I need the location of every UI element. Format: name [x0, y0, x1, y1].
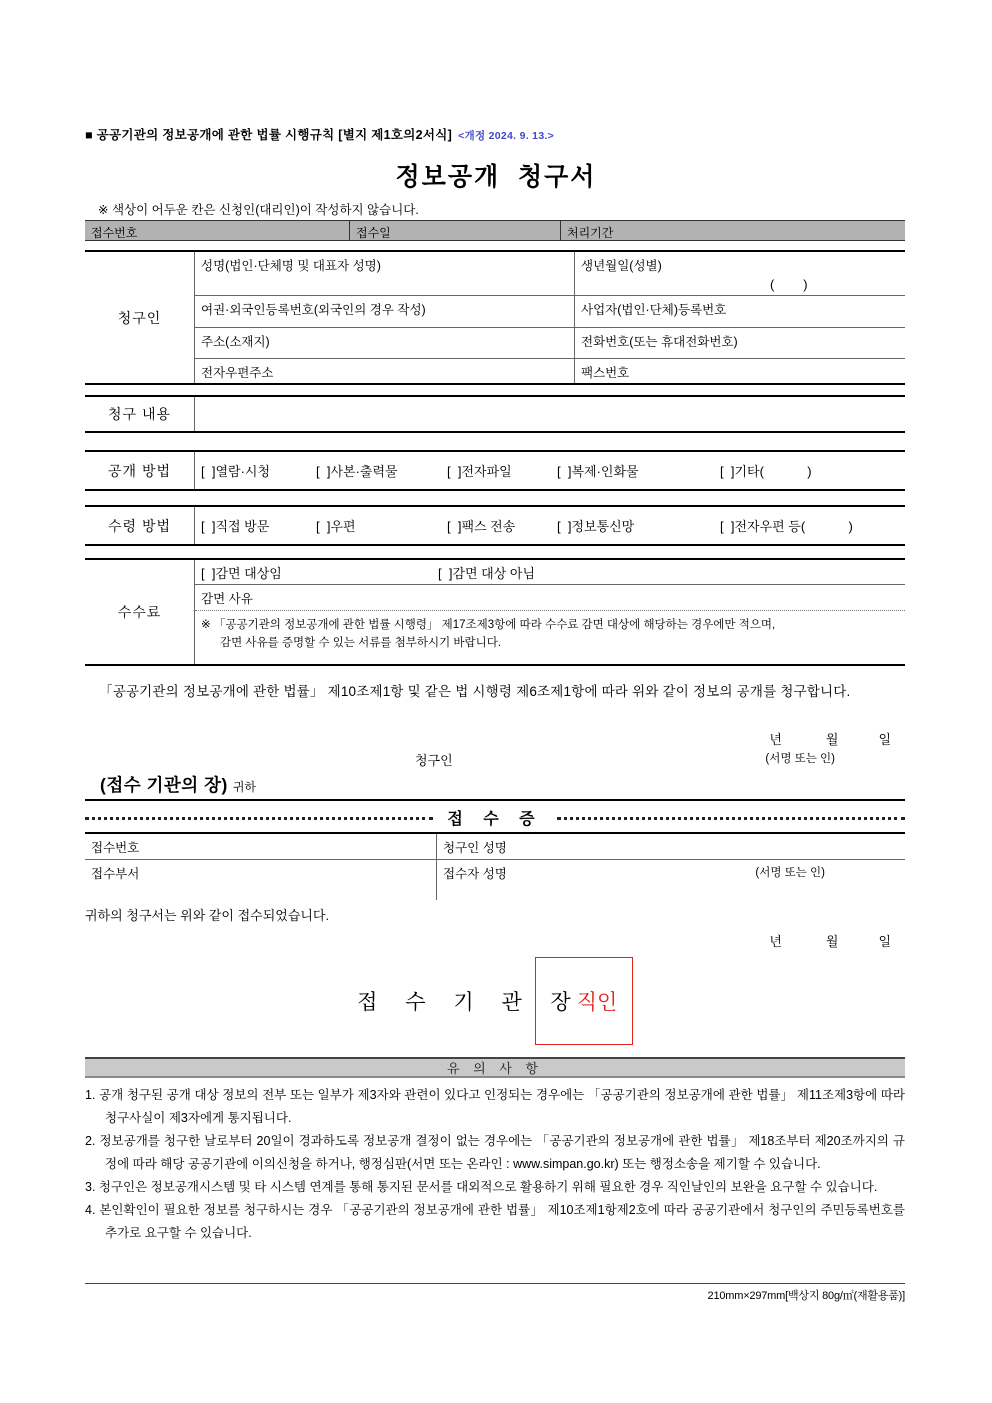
divider-line [85, 799, 905, 801]
checkbox-email-etc[interactable]: [ ]전자우편 등( ) [720, 519, 853, 534]
fee-note-line1: ※ 「공공기관의 정보공개에 관한 법률 시행령」 제17조제3항에 따라 수수료 감면 대상에 해당하는 경우에만 적으며, [201, 619, 776, 631]
request-content-table [85, 395, 905, 433]
checkbox-mail[interactable]: [ ]우편 [316, 519, 356, 534]
month-label: 월 [825, 732, 839, 747]
birth-field[interactable] [575, 252, 905, 295]
form-reference [85, 125, 554, 143]
day-label: 일 [878, 934, 891, 949]
notice-list [85, 1084, 905, 1245]
notice-item-1: 1. 공개 청구된 공개 대상 정보의 전부 또는 일부가 제3자와 관련이 있다고 인정되는 경우에는 「공공기관의 정보공개에 관한 법률」 제11조제3항에 따라 청구사실이 제3자에게 통지됩니다. [85, 1088, 905, 1125]
notice-header-bar [85, 1057, 905, 1078]
receiver-name-label: 접수자 성명 [443, 867, 507, 881]
dotted-line-left [85, 817, 433, 820]
disclosure-method-table [85, 450, 905, 491]
fee-body [195, 560, 905, 664]
dotted-line-right [557, 817, 905, 820]
declaration-date-line [85, 729, 905, 748]
checkbox-copy-print[interactable]: [ ]사본·출력물 [316, 464, 398, 479]
receive-method-label: 수령 방법 [85, 507, 195, 544]
receipt-no-field[interactable] [85, 834, 437, 859]
paper-spec-footer: 210mm×297mm[백상지 80g/㎡(재활용품)] [707, 1290, 905, 1302]
fee-reason-label: 감면 사유 [201, 591, 253, 606]
request-content-label: 청구 내용 [85, 397, 195, 431]
stamp-area [85, 955, 905, 1047]
intake-header-row [85, 220, 905, 241]
claimant-name-label: 청구인 성명 [443, 841, 507, 855]
business-no-field[interactable] [575, 296, 905, 327]
receipt-row-2 [85, 860, 905, 900]
declaration-text: 「공공기관의 정보공개에 관한 법률」 제10조제1항 및 같은 법 시행령 제6조제1항에 따라 위와 같이 정보의 공개를 청구합니다. [99, 684, 851, 699]
month-label: 월 [825, 934, 839, 949]
sign-or-seal-label: (서명 또는 인) [765, 753, 835, 765]
intake-processing-period-label: 처리기간 [567, 226, 614, 240]
notice-item-3: 3. 청구인은 정보공개시스템 및 타 시스템 연계를 통해 통지된 문서를 대외적으로 활용하기 위해 필요한 경우 직인날인의 보완을 요구할 수 있습니다. [85, 1180, 878, 1194]
fax-label: 팩스번호 [581, 366, 630, 380]
claimant-name-field[interactable] [437, 834, 905, 859]
receipt-row-1 [85, 834, 905, 860]
receipt-slip-title-row [85, 805, 905, 830]
fee-table [85, 558, 905, 666]
receipt-slip-title: 접 수 증 [447, 811, 543, 828]
page-title: 정보공개 청구서 [395, 163, 597, 191]
name-field[interactable] [195, 252, 575, 295]
intake-receipt-no-label: 접수번호 [91, 226, 138, 240]
receive-method-options [195, 507, 905, 544]
address-field[interactable] [195, 328, 575, 358]
intake-receipt-date-label: 접수일 [356, 226, 391, 240]
notice-item-4: 4. 본인확인이 필요한 정보를 청구하시는 경우 「공공기관의 정보공개에 관한 법률」 제10조제1항제2호에 따라 공공기관에서 청구인의 주민등록번호를 추가로 요구할 수 있습니다. [85, 1203, 905, 1240]
checkbox-fax-send[interactable]: [ ]팩스 전송 [447, 519, 516, 534]
checkbox-disclosure-other[interactable]: [ ]기타( ) [720, 464, 812, 479]
checkbox-view-listen[interactable]: [ ]열람·시청 [201, 464, 271, 479]
year-label: 년 [769, 934, 782, 949]
applicant-signature-line [85, 750, 905, 768]
gender-paren[interactable]: ( ) [770, 277, 808, 293]
address-label: 주소(소재지) [201, 335, 270, 350]
form-reference-text: ■ 공공기관의 정보공개에 관한 법률 시행규칙 [별지 제1호의2서식] [85, 128, 453, 142]
fee-note [195, 610, 905, 664]
fax-field[interactable] [575, 359, 905, 383]
applicant-row-email [195, 359, 905, 383]
request-content-field[interactable] [195, 397, 905, 431]
applicant-row-address [195, 328, 905, 359]
shaded-cells-note: ※ 색상이 어두운 칸은 신청인(대리인)이 작성하지 않습니다. [98, 203, 419, 217]
fee-note-line2: 감면 사유를 증명할 수 있는 서류를 첨부하시기 바랍니다. [220, 637, 502, 649]
footer-divider-line [85, 1283, 905, 1284]
business-no-label: 사업자(법인·단체)등록번호 [581, 303, 727, 318]
revision-date: <개정 2024. 9. 13.> [458, 130, 555, 142]
receive-method-table [85, 505, 905, 546]
disclosure-method-label: 공개 방법 [85, 452, 195, 489]
official-seal-placeholder: 직인 [576, 991, 618, 1014]
applicant-row-passport [195, 296, 905, 328]
checkbox-info-network[interactable]: [ ]정보통신망 [557, 519, 635, 534]
received-note: 귀하의 청구서는 위와 같이 접수되었습니다. [85, 908, 330, 923]
applicant-signature-label: 청구인 [415, 753, 453, 768]
checkbox-electronic-file[interactable]: [ ]전자파일 [447, 464, 512, 479]
applicant-section-label: 청구인 [85, 252, 195, 383]
intake-receipt-date-cell [349, 221, 560, 240]
receiver-name-field[interactable] [437, 860, 905, 900]
name-label: 성명(법인·단체명 및 대표자 성명) [201, 259, 381, 273]
recipient-line [100, 772, 256, 797]
receiver-sign-or-seal-label: (서명 또는 인) [755, 867, 825, 879]
recipient-agency-head: (접수 기관의 장) [100, 775, 228, 795]
receipt-date-line [85, 931, 905, 950]
email-field[interactable] [195, 359, 575, 383]
applicant-row-name [195, 252, 905, 296]
intake-receipt-no-cell [85, 221, 349, 240]
receipt-no-label: 접수번호 [91, 841, 140, 855]
fee-section-label: 수수료 [85, 560, 195, 664]
recipient-honorific: 귀하 [232, 780, 256, 794]
fee-reason-field[interactable] [195, 585, 905, 610]
notice-title: 유 의 사 항 [446, 1061, 544, 1076]
receiving-dept-label: 접수부서 [91, 867, 140, 881]
passport-field[interactable] [195, 296, 575, 327]
notice-item-2: 2. 정보공개를 청구한 날로부터 20일이 경과하도록 정보공개 결정이 없는 경우에는 「공공기관의 정보공개에 관한 법률」 제18조부터 제20조까지의 규정에 따라 해당 공공기관에 이의신청을 하거나, 행정심판(서면 또는 온라인 : www.simpan.go.kr) 또는 행정소송을 제기할 수 있습니다. [85, 1134, 905, 1171]
checkbox-direct-visit[interactable]: [ ]직접 방문 [201, 519, 270, 534]
applicant-table [85, 250, 905, 385]
birth-label: 생년월일(성별) [581, 259, 662, 273]
phone-field[interactable] [575, 328, 905, 358]
applicant-fields [195, 252, 905, 383]
disclosure-method-options [195, 452, 905, 489]
phone-label: 전화번호(또는 휴대전화번호) [581, 335, 738, 350]
receiving-dept-field[interactable] [85, 860, 437, 900]
checkbox-exempt-no[interactable]: [ ]감면 대상 아님 [438, 565, 536, 581]
passport-label: 여권·외국인등록번호(외국인의 경우 작성) [201, 303, 426, 318]
official-seal-box [535, 957, 633, 1045]
checkbox-exempt-yes[interactable]: [ ]감면 대상임 [201, 565, 282, 581]
agency-head-label: 장 [550, 991, 571, 1014]
year-label: 년 [769, 732, 782, 747]
receiving-agency-label: 접 수 기 관 [357, 991, 533, 1014]
day-label: 일 [878, 732, 891, 747]
checkbox-duplicate-photo[interactable]: [ ]복제·인화물 [557, 464, 639, 479]
email-label: 전자우편주소 [201, 366, 274, 380]
receipt-slip-table [85, 832, 905, 900]
intake-processing-period-cell [560, 221, 905, 240]
fee-exempt-row [195, 560, 905, 585]
